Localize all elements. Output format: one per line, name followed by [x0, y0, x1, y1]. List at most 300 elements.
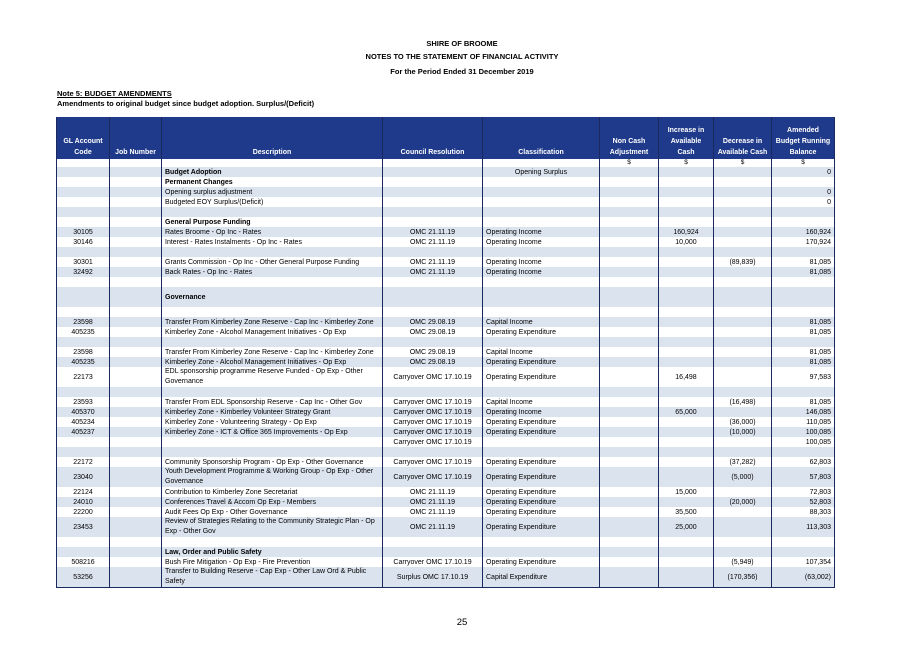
cell-job-number: [110, 437, 162, 447]
cell-non-cash: [600, 417, 659, 427]
cell-council-resolution: [383, 307, 483, 317]
cell-council-resolution: OMC 21.11.19: [383, 487, 483, 497]
cell-gl-code: 23598: [57, 317, 110, 327]
cell-council-resolution: [383, 217, 483, 227]
cell-council-resolution: Surplus OMC 17.10.19: [383, 567, 483, 588]
cell-classification: [483, 337, 600, 347]
note-subtitle: Amendments to original budget since budget adoption. Surplus/(Deficit): [57, 99, 315, 108]
cell-job-number: [110, 467, 162, 487]
cell-classification: Operating Expenditure: [483, 557, 600, 567]
cell-council-resolution: [383, 387, 483, 397]
cell-classification: Operating Income: [483, 267, 600, 277]
cell-increase: [659, 337, 714, 347]
table-row: [57, 197, 835, 207]
cell-increase: 10,000: [659, 237, 714, 247]
cell-non-cash: [600, 257, 659, 267]
cell-description: Kimberley Zone - Alcohol Management Initiatives - Op Exp: [162, 357, 383, 367]
cell-balance: [772, 447, 835, 457]
cell-increase: [659, 267, 714, 277]
cell-council-resolution: OMC 21.11.19: [383, 257, 483, 267]
cell-gl-code: 405370: [57, 407, 110, 417]
cell-classification: Operating Expenditure: [483, 417, 600, 427]
cell-job-number: [110, 567, 162, 588]
cell-description: [162, 437, 383, 447]
cell-increase: [659, 327, 714, 337]
cell-decrease: [714, 207, 772, 217]
table-row: [57, 487, 835, 497]
cell-balance: [772, 287, 835, 307]
cell-non-cash: [600, 487, 659, 497]
cell-increase: [659, 557, 714, 567]
cell-balance: [772, 277, 835, 287]
cell-job-number: [110, 197, 162, 207]
cell-decrease: [714, 387, 772, 397]
cell-increase: 35,500: [659, 507, 714, 517]
cell-non-cash: [600, 237, 659, 247]
cell-classification: [483, 277, 600, 287]
cell-classification: Operating Expenditure: [483, 327, 600, 337]
cell-description: Grants Commission - Op Inc - Other General Purpose Funding: [162, 257, 383, 267]
table-row: [57, 167, 835, 177]
table-row: [57, 367, 835, 387]
cell-job-number: [110, 507, 162, 517]
org-name: SHIRE OF BROOME: [426, 39, 498, 48]
cell-job-number: [110, 407, 162, 417]
cell-increase: [659, 497, 714, 507]
cell-description: Interest - Rates Instalments - Op Inc - Rates: [162, 237, 383, 247]
cell-balance: [772, 537, 835, 547]
cell-classification: [483, 447, 600, 457]
cell-balance: 57,803: [772, 467, 835, 487]
cell-decrease: [714, 247, 772, 257]
cell-classification: Capital Income: [483, 397, 600, 407]
cell-council-resolution: [383, 277, 483, 287]
cell-balance: 107,354: [772, 557, 835, 567]
units-row: [57, 159, 835, 167]
cell-gl-code: 22200: [57, 507, 110, 517]
cell-decrease: [714, 447, 772, 457]
cell-description: Audit Fees Op Exp - Other Governance: [162, 507, 383, 517]
cell-non-cash: [600, 407, 659, 417]
cell-increase: [659, 207, 714, 217]
cell-decrease: (37,282): [714, 457, 772, 467]
cell-council-resolution: [383, 167, 483, 177]
table-row: [57, 517, 835, 537]
notes-title: NOTES TO THE STATEMENT OF FINANCIAL ACTIVITY: [365, 52, 559, 61]
cell-non-cash: [600, 277, 659, 287]
table-row: [57, 447, 835, 457]
cell-council-resolution: [383, 537, 483, 547]
cell-gl-code: 30146: [57, 237, 110, 247]
cell-decrease: [714, 167, 772, 177]
table-row: [57, 257, 835, 267]
cell-increase: 16,498: [659, 367, 714, 387]
cell-gl-code: [57, 187, 110, 197]
cell-decrease: [714, 187, 772, 197]
cell-council-resolution: OMC 29.08.19: [383, 327, 483, 337]
cell-description: Budget Adoption: [162, 167, 383, 177]
cell-decrease: [714, 327, 772, 337]
cell-classification: Opening Surplus: [483, 167, 600, 177]
table-row: [57, 327, 835, 337]
cell-non-cash: [600, 177, 659, 187]
cell-balance: 160,924: [772, 227, 835, 237]
col-gl-account: GL Account Code: [57, 117, 110, 159]
table-row: [57, 387, 835, 397]
cell-job-number: [110, 517, 162, 537]
cell-non-cash: [600, 567, 659, 588]
cell-classification: Operating Income: [483, 237, 600, 247]
cell-non-cash: [600, 387, 659, 397]
table-row: [57, 357, 835, 367]
cell-decrease: (10,000): [714, 427, 772, 437]
table-row: [57, 247, 835, 257]
table-row: [57, 187, 835, 197]
cell-council-resolution: Carryover OMC 17.10.19: [383, 457, 483, 467]
cell-classification: Operating Expenditure: [483, 507, 600, 517]
cell-council-resolution: Carryover OMC 17.10.19: [383, 437, 483, 447]
table-row: [57, 307, 835, 317]
cell-non-cash: [600, 497, 659, 507]
cell-balance: 81,085: [772, 357, 835, 367]
cell-non-cash: [600, 517, 659, 537]
cell-decrease: [714, 197, 772, 207]
cell-job-number: [110, 187, 162, 197]
cell-classification: [483, 547, 600, 557]
cell-decrease: [714, 407, 772, 417]
cell-increase: [659, 437, 714, 447]
cell-description: EDL sponsorship programme Reserve Funded - Op Exp - Other Governance: [162, 367, 383, 387]
cell-classification: Operating Expenditure: [483, 497, 600, 507]
cell-non-cash: [600, 357, 659, 367]
cell-increase: [659, 247, 714, 257]
cell-gl-code: [57, 287, 110, 307]
cell-description: Kimberley Zone - ICT & Office 365 Improvements - Op Exp: [162, 427, 383, 437]
cell-balance: 81,085: [772, 267, 835, 277]
cell-balance: 170,924: [772, 237, 835, 247]
cell-non-cash: [600, 287, 659, 307]
cell-decrease: (36,000): [714, 417, 772, 427]
cell-non-cash: [600, 347, 659, 357]
cell-council-resolution: Carryover OMC 17.10.19: [383, 407, 483, 417]
cell-non-cash: [600, 427, 659, 437]
table-row: [57, 397, 835, 407]
cell-decrease: [714, 487, 772, 497]
cell-decrease: [714, 217, 772, 227]
cell-description: Kimberley Zone - Kimberley Volunteer Strategy Grant: [162, 407, 383, 417]
table-row: [57, 337, 835, 347]
cell-classification: Operating Income: [483, 407, 600, 417]
cell-decrease: [714, 267, 772, 277]
cell-classification: Operating Expenditure: [483, 457, 600, 467]
cell-decrease: [714, 347, 772, 357]
cell-job-number: [110, 257, 162, 267]
cell-job-number: [110, 267, 162, 277]
cell-description: Opening surplus adjustment: [162, 187, 383, 197]
cell-job-number: [110, 227, 162, 237]
period-title: For the Period Ended 31 December 2019: [390, 67, 534, 76]
cell-description: [162, 207, 383, 217]
cell-non-cash: [600, 557, 659, 567]
cell-non-cash: [600, 227, 659, 237]
cell-council-resolution: OMC 21.11.19: [383, 267, 483, 277]
cell-non-cash: [600, 167, 659, 177]
cell-gl-code: 508216: [57, 557, 110, 567]
cell-job-number: [110, 497, 162, 507]
cell-decrease: (5,000): [714, 467, 772, 487]
cell-description: Kimberley Zone - Volunteering Strategy - Op Exp: [162, 417, 383, 427]
col-council-resolution: Council Resolution: [383, 117, 483, 159]
col-decrease: Decrease in Available Cash: [714, 117, 772, 159]
cell-classification: [483, 187, 600, 197]
table-row: [57, 557, 835, 567]
cell-gl-code: [57, 537, 110, 547]
cell-increase: 65,000: [659, 407, 714, 417]
cell-increase: [659, 387, 714, 397]
cell-balance: [772, 387, 835, 397]
cell-gl-code: [57, 207, 110, 217]
cell-job-number: [110, 217, 162, 227]
table-row: [57, 417, 835, 427]
cell-non-cash: [600, 547, 659, 557]
cell-balance: 81,085: [772, 257, 835, 267]
table-row: [57, 207, 835, 217]
cell-council-resolution: [383, 207, 483, 217]
table-row: [57, 237, 835, 247]
cell-council-resolution: Carryover OMC 17.10.19: [383, 467, 483, 487]
cell-increase: [659, 217, 714, 227]
cell-description: Contribution to Kimberley Zone Secretariat: [162, 487, 383, 497]
cell-council-resolution: [383, 287, 483, 307]
cell-balance: 100,085: [772, 437, 835, 447]
cell-decrease: [714, 547, 772, 557]
cell-gl-code: [57, 307, 110, 317]
table-header-row: [57, 117, 835, 159]
cell-balance: [772, 247, 835, 257]
cell-classification: [483, 207, 600, 217]
cell-non-cash: [600, 507, 659, 517]
cell-non-cash: [600, 537, 659, 547]
table-row: [57, 507, 835, 517]
cell-council-resolution: Carryover OMC 17.10.19: [383, 397, 483, 407]
cell-increase: [659, 357, 714, 367]
cell-council-resolution: Carryover OMC 17.10.19: [383, 367, 483, 387]
cell-description: Review of Strategies Relating to the Community Strategic Plan - Op Exp - Other Gov: [162, 517, 383, 537]
cell-increase: [659, 167, 714, 177]
cell-decrease: [714, 537, 772, 547]
cell-balance: 72,803: [772, 487, 835, 497]
cell-gl-code: 32492: [57, 267, 110, 277]
cell-increase: 15,000: [659, 487, 714, 497]
cell-decrease: [714, 367, 772, 387]
cell-job-number: [110, 557, 162, 567]
cell-job-number: [110, 387, 162, 397]
cell-decrease: [714, 227, 772, 237]
cell-increase: [659, 347, 714, 357]
cell-classification: Operating Expenditure: [483, 357, 600, 367]
col-job-number: Job Number: [110, 117, 162, 159]
page-number: 25: [456, 617, 468, 628]
table-row: [57, 537, 835, 547]
cell-classification: [483, 537, 600, 547]
table-row: [57, 227, 835, 237]
table-row: [57, 317, 835, 327]
cell-balance: 88,303: [772, 507, 835, 517]
cell-increase: [659, 547, 714, 557]
budget-amendments-table: [56, 117, 835, 588]
table-row: [57, 177, 835, 187]
cell-classification: [483, 387, 600, 397]
cell-job-number: [110, 287, 162, 307]
table-row: [57, 347, 835, 357]
cell-non-cash: [600, 397, 659, 407]
cell-description: Governance: [162, 287, 383, 307]
cell-council-resolution: [383, 547, 483, 557]
cell-description: [162, 447, 383, 457]
cell-non-cash: [600, 307, 659, 317]
cell-description: Transfer From Kimberley Zone Reserve - Cap Inc - Kimberley Zone: [162, 317, 383, 327]
cell-job-number: [110, 427, 162, 437]
cell-balance: [772, 217, 835, 227]
cell-job-number: [110, 277, 162, 287]
cell-description: [162, 247, 383, 257]
table-row: [57, 287, 835, 307]
cell-balance: [772, 307, 835, 317]
cell-gl-code: 53256: [57, 567, 110, 588]
table-row: [57, 437, 835, 447]
cell-increase: [659, 277, 714, 287]
cell-non-cash: [600, 267, 659, 277]
cell-decrease: [714, 177, 772, 187]
cell-job-number: [110, 347, 162, 357]
cell-description: Back Rates - Op Inc - Rates: [162, 267, 383, 277]
cell-classification: Operating Income: [483, 257, 600, 267]
cell-job-number: [110, 457, 162, 467]
cell-decrease: [714, 337, 772, 347]
cell-decrease: [714, 317, 772, 327]
cell-gl-code: 23598: [57, 347, 110, 357]
cell-balance: 52,803: [772, 497, 835, 507]
cell-classification: [483, 247, 600, 257]
cell-gl-code: [57, 197, 110, 207]
table-row: [57, 277, 835, 287]
cell-decrease: (16,498): [714, 397, 772, 407]
cell-council-resolution: [383, 197, 483, 207]
cell-balance: 62,803: [772, 457, 835, 467]
cell-description: Permanent Changes: [162, 177, 383, 187]
cell-council-resolution: Carryover OMC 17.10.19: [383, 557, 483, 567]
cell-increase: [659, 567, 714, 588]
cell-balance: 146,085: [772, 407, 835, 417]
cell-non-cash: [600, 437, 659, 447]
cell-council-resolution: [383, 447, 483, 457]
cell-job-number: [110, 397, 162, 407]
cell-classification: Operating Income: [483, 227, 600, 237]
cell-classification: Capital Income: [483, 317, 600, 327]
cell-council-resolution: OMC 21.11.19: [383, 507, 483, 517]
cell-description: [162, 337, 383, 347]
cell-balance: 81,085: [772, 327, 835, 337]
cell-increase: 160,924: [659, 227, 714, 237]
cell-non-cash: [600, 447, 659, 457]
cell-gl-code: 23593: [57, 397, 110, 407]
cell-increase: [659, 307, 714, 317]
cell-gl-code: 405235: [57, 327, 110, 337]
cell-classification: Capital Income: [483, 347, 600, 357]
cell-job-number: [110, 537, 162, 547]
cell-description: [162, 307, 383, 317]
cell-increase: [659, 317, 714, 327]
cell-classification: Operating Expenditure: [483, 367, 600, 387]
cell-job-number: [110, 207, 162, 217]
cell-non-cash: [600, 187, 659, 197]
cell-balance: 110,085: [772, 417, 835, 427]
cell-increase: [659, 397, 714, 407]
cell-classification: Operating Expenditure: [483, 427, 600, 437]
cell-council-resolution: [383, 187, 483, 197]
cell-gl-code: 405234: [57, 417, 110, 427]
cell-decrease: [714, 507, 772, 517]
table-row: [57, 457, 835, 467]
table-row: [57, 407, 835, 417]
cell-description: Rates Broome - Op Inc - Rates: [162, 227, 383, 237]
cell-description: Bush Fire Mitigation - Op Exp - Fire Prevention: [162, 557, 383, 567]
cell-classification: [483, 177, 600, 187]
cell-gl-code: 30301: [57, 257, 110, 267]
cell-classification: [483, 197, 600, 207]
cell-increase: [659, 177, 714, 187]
table-row: [57, 547, 835, 557]
table-row: [57, 427, 835, 437]
table-row: [57, 497, 835, 507]
unit-non-cash: $: [600, 159, 659, 167]
cell-increase: [659, 447, 714, 457]
cell-decrease: (20,000): [714, 497, 772, 507]
cell-job-number: [110, 247, 162, 257]
cell-gl-code: [57, 547, 110, 557]
cell-balance: 113,303: [772, 517, 835, 537]
cell-classification: [483, 287, 600, 307]
cell-decrease: [714, 437, 772, 447]
cell-job-number: [110, 177, 162, 187]
cell-job-number: [110, 417, 162, 427]
cell-balance: 0: [772, 197, 835, 207]
cell-description: [162, 387, 383, 397]
cell-description: Kimberley Zone - Alcohol Management Initiatives - Op Exp: [162, 327, 383, 337]
cell-decrease: (89,839): [714, 257, 772, 267]
cell-gl-code: [57, 447, 110, 457]
cell-balance: 81,085: [772, 397, 835, 407]
col-description: Description: [162, 117, 383, 159]
cell-job-number: [110, 317, 162, 327]
cell-increase: [659, 257, 714, 267]
cell-decrease: (5,949): [714, 557, 772, 567]
cell-non-cash: [600, 467, 659, 487]
cell-council-resolution: OMC 21.11.19: [383, 227, 483, 237]
cell-job-number: [110, 237, 162, 247]
cell-gl-code: [57, 247, 110, 257]
cell-decrease: [714, 357, 772, 367]
cell-gl-code: 22173: [57, 367, 110, 387]
cell-council-resolution: OMC 21.11.19: [383, 517, 483, 537]
note-title: Note 5: BUDGET AMENDMENTS: [57, 89, 172, 98]
cell-increase: [659, 427, 714, 437]
cell-gl-code: 22124: [57, 487, 110, 497]
cell-gl-code: 23040: [57, 467, 110, 487]
cell-increase: 25,000: [659, 517, 714, 537]
unit-increase: $: [659, 159, 714, 167]
unit-decrease: $: [714, 159, 772, 167]
